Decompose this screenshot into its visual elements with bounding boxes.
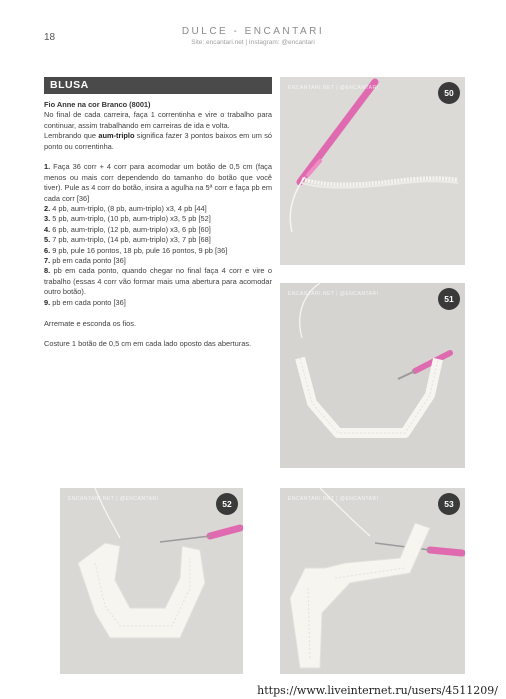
page-number: 18 [44,32,56,43]
photo-watermark: ENCANTARI.NET | @ENCANTARI [68,496,159,502]
photo-step-51 [280,283,465,468]
row-4: 4. 6 pb, aum-triplo, (12 pb, aum-triplo) x3, 6 pb [60] [44,224,211,234]
step-badge: 50 [438,82,460,104]
crochet-collar-row-illustration [280,283,465,468]
crochet-chain-illustration [280,77,465,265]
step-badge: 53 [438,493,460,515]
photo-watermark: ENCANTARI.NET | @ENCANTARI [288,496,379,502]
photo-step-53 [280,488,465,674]
term-aum-triplo: aum-triplo [98,131,135,141]
row-5: 5. 7 pb, aum-triplo, (14 pb, aum-triplo) x3, 7 pb [68] [44,235,211,245]
crochet-collar-folded-illustration [280,488,465,674]
row-8: 8. pb em cada ponto, quando chegar no final faça 4 corr e vire o trabalho (essas 4 corr vão formar mais uma abertura para acomodar outro botão). [44,266,272,297]
row-9: 9. pb em cada ponto [36] [44,297,126,307]
yarn-title: Fio Anne na cor Branco (8001) [44,100,151,109]
photo-step-50 [280,77,465,265]
instructions-column [44,100,272,350]
footer-url[interactable]: https://www.liveinternet.ru/users/4511209/ [257,684,498,697]
button-note: Costure 1 botão de 0,5 cm em cada lado oposto das aberturas. [44,339,252,349]
row-2: 2. 4 pb, aum-triplo, (8 pb, aum-triplo) x3, 4 pb [44] [44,204,207,214]
intro-definition: Lembrando que aum-triplo significa fazer 3 pontos baixos em um só ponto ou correntinha. [44,131,273,151]
section-title-bar: BLUSA [44,77,272,94]
crochet-collar-shape-illustration [60,488,243,674]
photo-step-52 [60,488,243,674]
step-badge: 51 [438,288,460,310]
step-badge: 52 [216,493,238,515]
row-3: 3. 5 pb, aum-triplo, (10 pb, aum-triplo) x3, 5 pb [52] [44,214,211,224]
photo-watermark: ENCANTARI.NET | @ENCANTARI [288,85,379,91]
brand-subtitle: Site: encantari.net | Instagram: @encantari [191,39,315,46]
intro-paragraph: No final de cada carreira, faça 1 correntinha e vire o trabalho para continuar, assim trabalhando em carreiras de ida e volta. [44,110,272,130]
finish-note: Arremate e esconda os fios. [44,318,137,328]
row-6: 6. 9 pb, pule 16 pontos, 18 pb, pule 16 pontos, 9 pb [36] [44,245,228,255]
brand-title: DULCE - ENCANTARI [181,26,325,37]
photo-watermark: ENCANTARI.NET | @ENCANTARI [288,291,379,297]
row-list [44,162,272,308]
row-7: 7. pb em cada ponto [36] [44,256,126,266]
row-1: 1. Faça 36 corr + 4 corr para acomodar um botão de 0,5 cm (faça menos ou mais corr dependendo do tamanho do botão que você tiver). Pule as 4 corr do botão, insira a agulha na 5ª corr e faça pb em cada corr [36] [44,162,272,203]
